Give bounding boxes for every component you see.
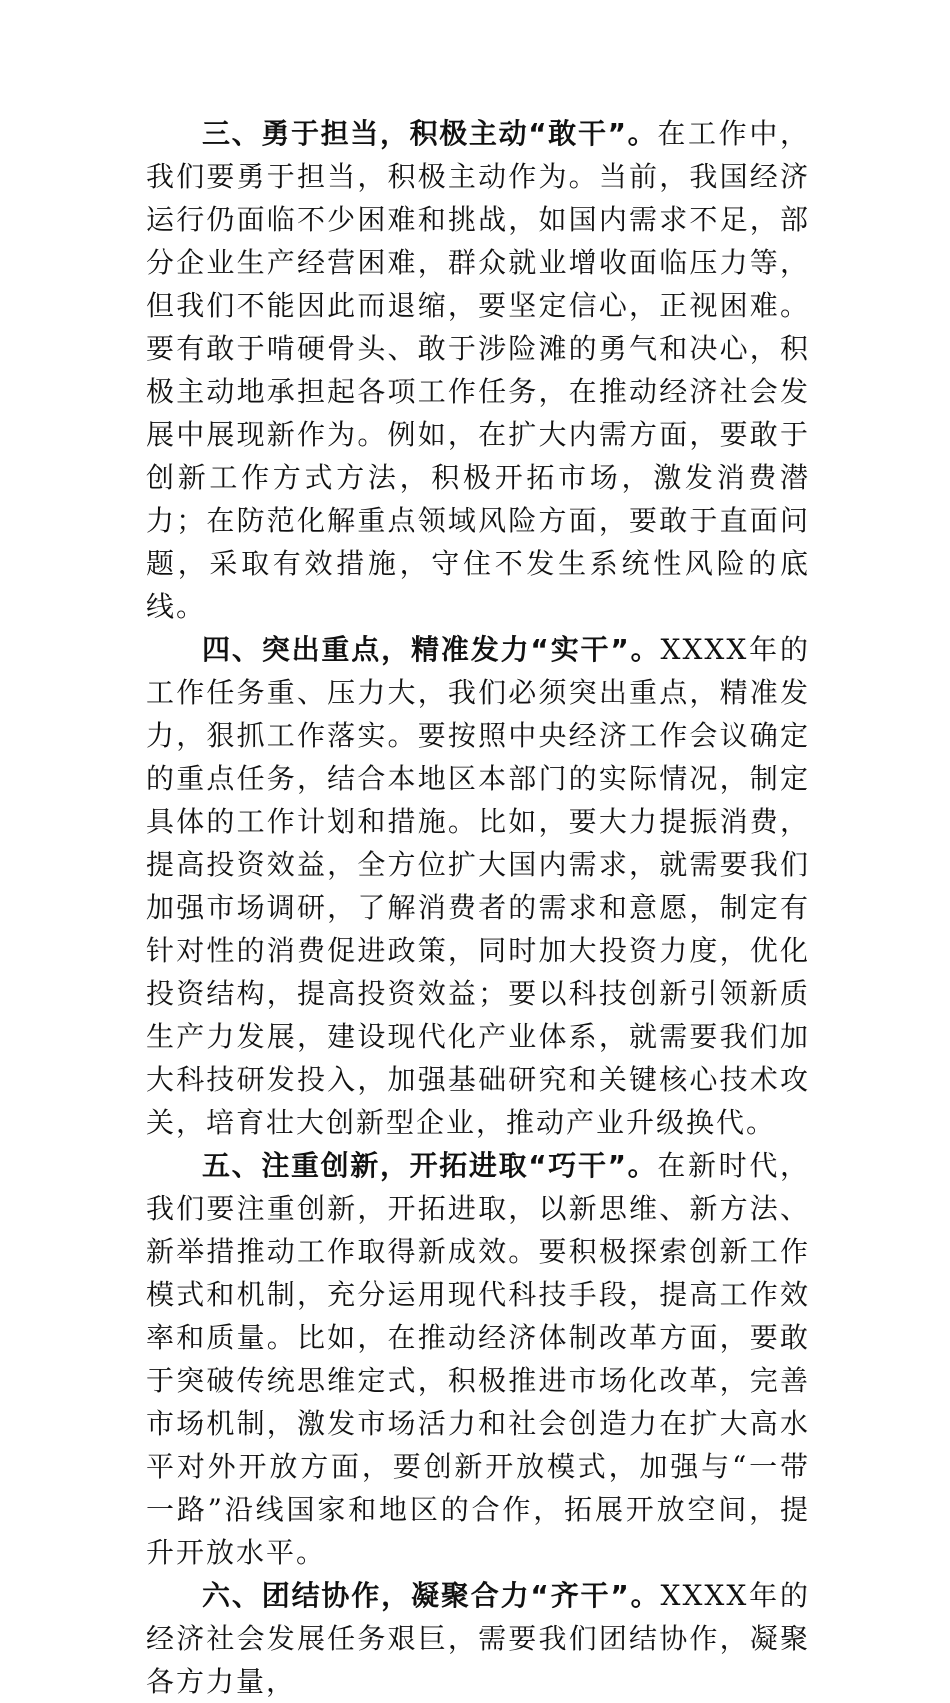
paragraph-3-heading: 三、勇于担当，积极主动“敢干”。 [202,117,658,150]
paragraph-3-body: 在工作中，我们要勇于担当，积极主动作为。当前，我国经济运行仍面临不少困难和挑战，如国内需求不足，部分企业生产经营困难，群众就业增收面临压力等，但我们不能因此而退缩，要坚定信心，正视困难。要有敢于啃硬骨头、敢于涉险滩的勇气和决心，积极主动地承担起各项工作任务，在推动经济社会发展中展现新作为。例如，在扩大内需方面，要敢于创新工作方式方法，积极开拓市场，激发消费潜力；在防范化解重点领域风险方面，要敢于直面问题，采取有效措施，守住不发生系统性风险的底线。 [146,117,810,623]
paragraph-6-heading: 六、团结协作，凝聚合力“齐干”。 [202,1579,661,1612]
paragraph-5-heading: 五、注重创新，开拓进取“巧干”。 [202,1149,658,1182]
paragraph-4-heading: 四、突出重点，精准发力“实干”。 [202,633,661,666]
paragraph-6 [146,1574,810,1703]
document-page [146,112,810,1703]
paragraph-6-body: XXXX年的经济社会发展任务艰巨，需要我们团结协作，凝聚各方力量， [146,1579,810,1698]
paragraph-3 [146,112,810,628]
paragraph-4 [146,628,810,1144]
paragraph-4-body: XXXX年的工作任务重、压力大，我们必须突出重点，精准发力，狠抓工作落实。要按照中央经济工作会议确定的重点任务，结合本地区本部门的实际情况，制定具体的工作计划和措施。比如，要大力提振消费，提高投资效益，全方位扩大国内需求，就需要我们加强市场调研，了解消费者的需求和意愿，制定有针对性的消费促进政策，同时加大投资力度，优化投资结构，提高投资效益；要以科技创新引领新质生产力发展，建设现代化产业体系，就需要我们加大科技研发投入，加强基础研究和关键核心技术攻关，培育壮大创新型企业，推动产业升级换代。 [146,633,810,1139]
paragraph-5-body: 在新时代，我们要注重创新，开拓进取，以新思维、新方法、新举措推动工作取得新成效。要积极探索创新工作模式和机制，充分运用现代科技手段，提高工作效率和质量。比如，在推动经济体制改革方面，要敢于突破传统思维定式，积极推进市场化改革，完善市场机制，激发市场活力和社会创造力在扩大高水平对外开放方面，要创新开放模式，加强与“一带一路”沿线国家和地区的合作，拓展开放空间，提升开放水平。 [146,1149,810,1569]
paragraph-5 [146,1144,810,1574]
